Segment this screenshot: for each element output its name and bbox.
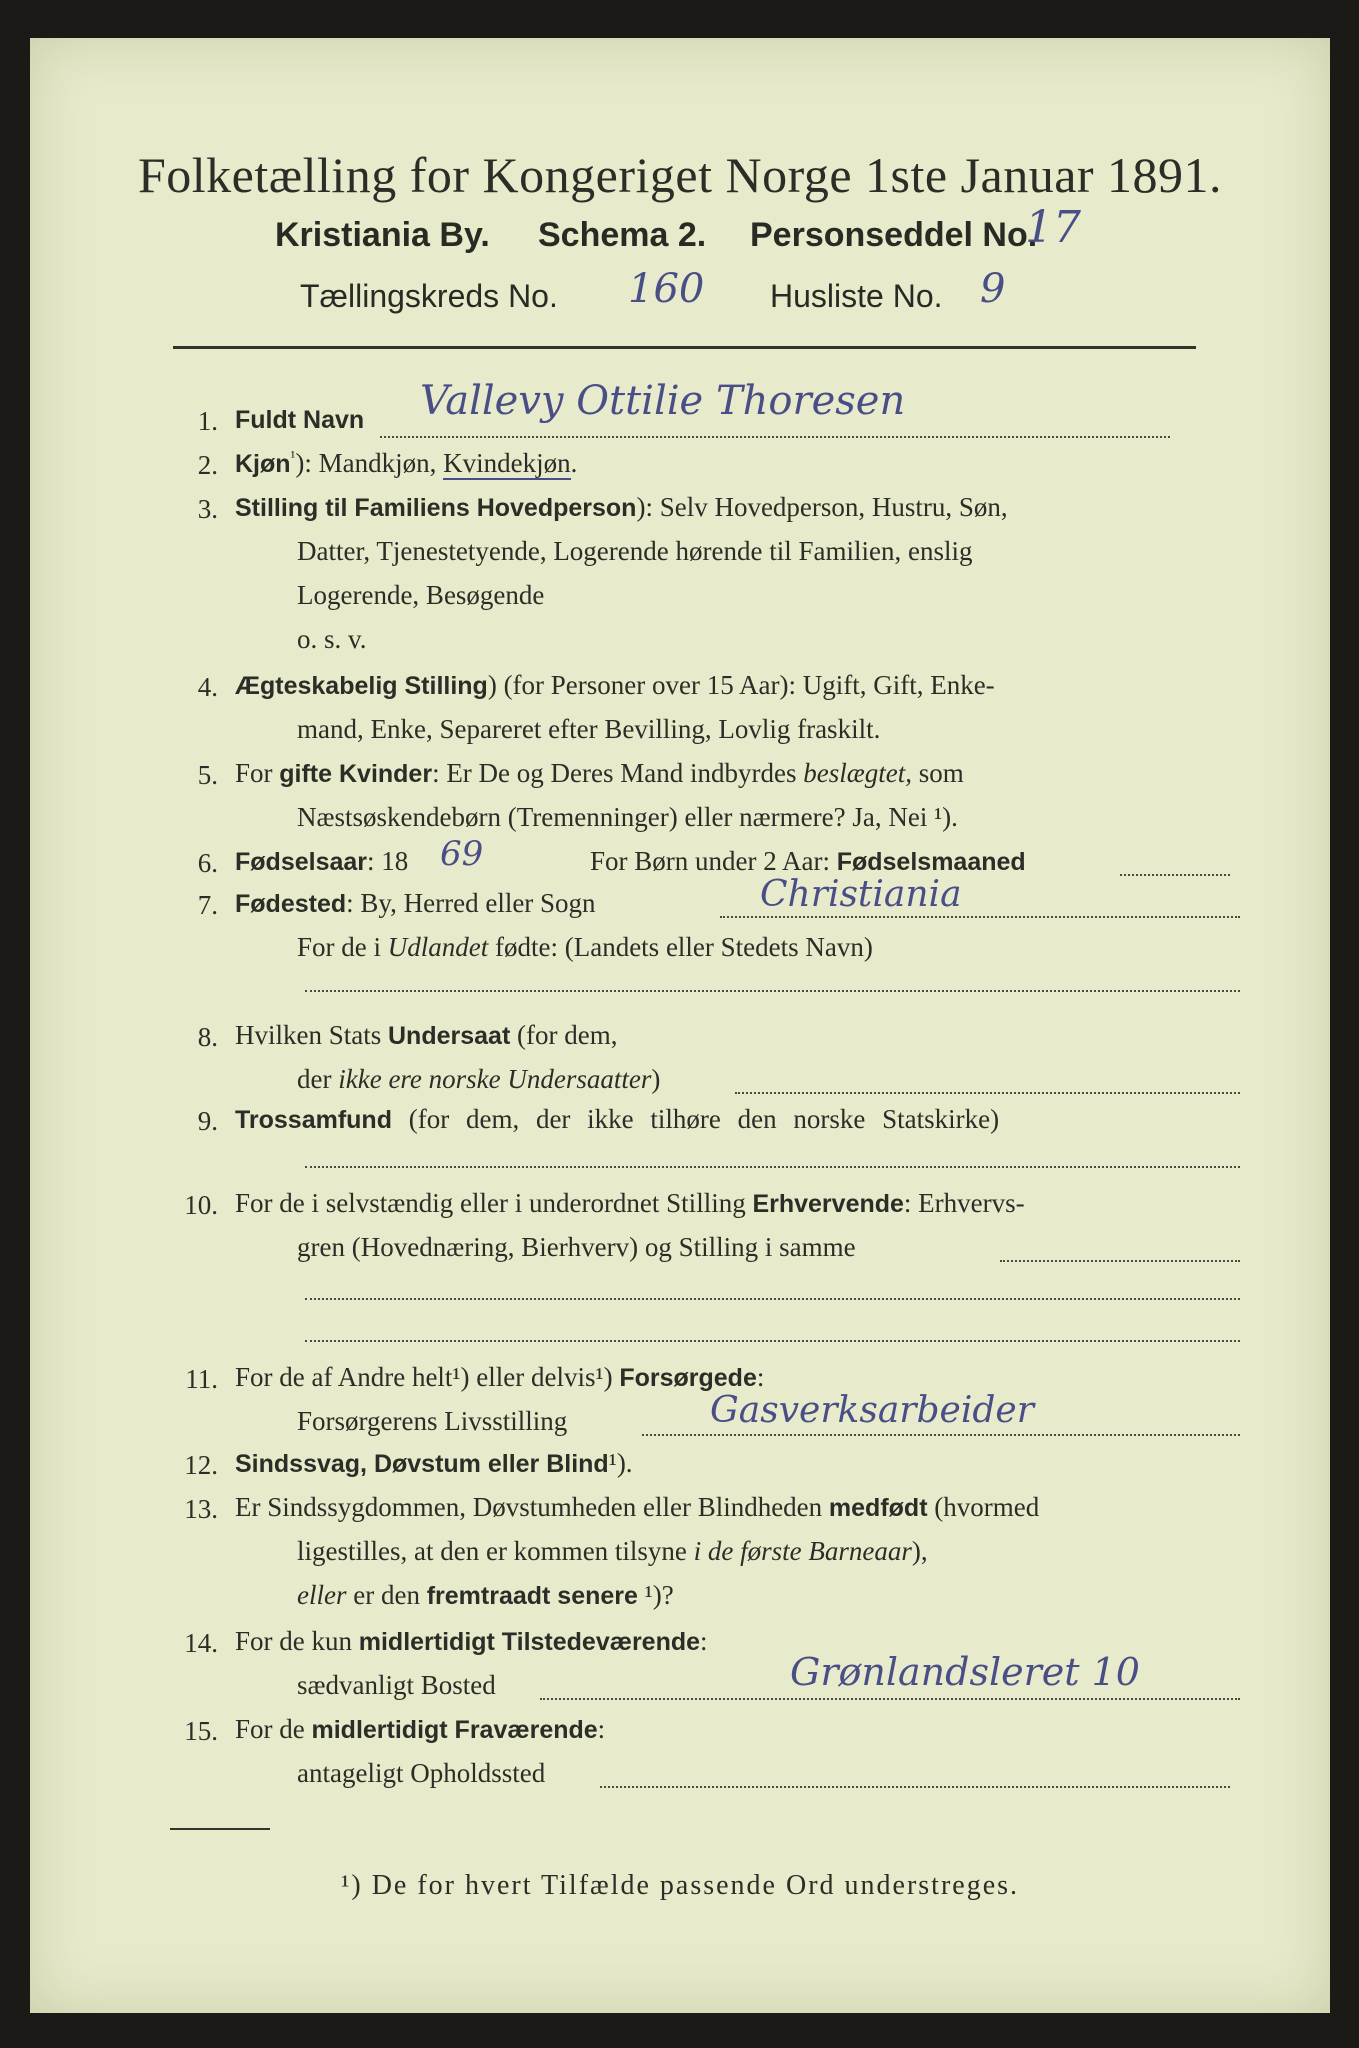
q10-number: 10. (184, 1190, 218, 1220)
q15-fravaerende: midlertidigt Fraværende (311, 1716, 598, 1744)
personseddel-label: Personseddel No. (750, 216, 1038, 254)
q13-line3-d: ¹)? (637, 1580, 674, 1610)
q7-dotted-line-2 (305, 990, 1240, 992)
q3-line2: Datter, Tjenestetyende, Logerende hørende til Familien, enslig (297, 536, 973, 566)
q2-sup: ¹ (290, 449, 296, 466)
q2-text-a: ): Mandkjøn, (295, 448, 444, 478)
q9-number: 9. (197, 1106, 218, 1136)
q2-number: 2. (197, 450, 218, 480)
q8-line2 (297, 1064, 660, 1095)
q9-dotted-line (305, 1166, 1240, 1168)
q3-line4: o. s. v. (297, 624, 367, 654)
q4-line1 (235, 670, 995, 701)
q5-text-e: som (911, 758, 964, 788)
q14-line2: sædvanligt Bosted (297, 1670, 496, 1700)
q3-line3: Logerende, Besøgende (297, 580, 545, 610)
q5-line2: Næstsøskendebørn (Tremenninger) eller nærmere? Ja, Nei ¹). (297, 802, 958, 832)
q8-dotted-line (735, 1092, 1240, 1094)
form-title: Folketælling for Kongeriget Norge 1ste Januar 1891. (137, 147, 1223, 203)
footnote: ¹) De for hvert Tilfælde passende Ord understreges. (340, 1870, 1020, 1901)
q6-rest-a: For Børn under 2 Aar: (590, 846, 837, 876)
q13-line2-a: ligestilles, at den er kommen tilsyne (297, 1536, 694, 1566)
q13-eller: eller (297, 1580, 347, 1610)
city-label: Kristiania By. (275, 216, 490, 254)
q15-text-a: For de (235, 1714, 312, 1744)
q14-answer: Grønlandsleret 10 (790, 1650, 1140, 1694)
q8-line2-a: der (297, 1064, 339, 1094)
q7-udlandet: Udlandet (387, 932, 489, 962)
q15-line1 (235, 1714, 605, 1745)
q9-line (235, 1104, 999, 1135)
q7-line2-c: fødte: (Landets eller Stedets Navn) (488, 932, 873, 962)
q8-line1 (235, 1020, 617, 1051)
q11-number: 11. (185, 1364, 218, 1394)
q5-text-c: : Er De og Deres Mand indbyrdes (432, 758, 804, 788)
q7-dotted-line (720, 916, 1240, 918)
q15-number: 15. (184, 1716, 218, 1746)
q3-line1 (235, 492, 1008, 523)
q11-answer: Gasverksarbeider (710, 1390, 1034, 1431)
q1-number: 1. (197, 406, 218, 436)
header-rule (173, 346, 1196, 349)
q10-line2: gren (Hovednæring, Bierhverv) og Stilling i samme (297, 1232, 856, 1262)
footnote-rule (170, 1828, 270, 1830)
q10-dotted-line-2 (305, 1298, 1240, 1300)
census-form (30, 38, 1330, 2013)
q13-barneaar: i de første Barneaar (693, 1536, 912, 1566)
q13-line3 (297, 1580, 674, 1611)
q5-text-a: For (235, 758, 280, 788)
q12-number: 12. (184, 1450, 218, 1480)
q5-gifte-kvinder: gifte Kvinder (279, 760, 433, 788)
q7-line1 (235, 888, 596, 919)
q14-text-c: : (700, 1626, 708, 1656)
q6-number: 6. (197, 848, 218, 878)
q8-line2-c: ) (651, 1064, 661, 1094)
q8-text-a: Hvilken Stats (235, 1020, 388, 1050)
q13-line2 (297, 1536, 928, 1567)
kreds-label: Tællingskreds No. (300, 278, 558, 314)
q2-line (235, 448, 577, 479)
q10-erhvervende: Erhvervende (752, 1190, 904, 1218)
q13-fremtraadt: fremtraadt senere (426, 1582, 638, 1610)
q14-text-a: For de kun (235, 1626, 359, 1656)
q12-line (235, 1448, 633, 1479)
q1-dotted-line (380, 436, 1170, 438)
q11-dotted-line (642, 1434, 1240, 1436)
q8-text-c: (for dem, (510, 1020, 618, 1050)
q3-label: Stilling til Familiens Hovedperson (235, 494, 637, 522)
q6-dotted-line (1120, 874, 1230, 876)
q4-line2: mand, Enke, Separeret efter Bevilling, Lovlig fraskilt. (297, 714, 881, 744)
personseddel-value: 17 (1025, 202, 1081, 253)
q7-label: Fødested (235, 890, 347, 918)
q11-text-c: : (756, 1362, 765, 1392)
q12-label: Sindssvag, Døvstum eller Blind (235, 1450, 609, 1478)
q14-dotted-line (540, 1698, 1240, 1700)
q13-line3-b: er den (346, 1580, 427, 1610)
q1-label: Fuldt Navn (235, 406, 365, 434)
q9-label: Trossamfund (235, 1106, 392, 1134)
q10-line1 (235, 1188, 1025, 1219)
schema-label: Schema 2. (538, 216, 707, 254)
q7-line2-a: For de i (297, 932, 388, 962)
q3-number: 3. (197, 494, 218, 524)
q7-rest: : By, Herred eller Sogn (346, 888, 596, 918)
kreds-value: 160 (628, 266, 705, 312)
q2-label: Kjøn (235, 450, 291, 478)
q9-rest: (for dem, der ikke tilhøre den norske Statskirke) (408, 1104, 1000, 1134)
q10-dotted-line-3 (305, 1340, 1240, 1342)
husliste-label: Husliste No. (770, 278, 943, 314)
q6-prefix: : 18 (367, 846, 409, 876)
q11-forsorgede: Forsørgede (619, 1364, 757, 1392)
q13-text-a: Er Sindssygdommen, Døvstumheden eller Blindheden (235, 1492, 829, 1522)
q6-year: 69 (440, 834, 484, 874)
q13-line1 (235, 1492, 1039, 1523)
q7-line2 (297, 932, 873, 963)
q13-text-c: (hvormed (927, 1492, 1040, 1522)
q13-number: 13. (184, 1494, 218, 1524)
q6-rest (590, 846, 1026, 877)
q8-ikke-norske: ikke ere norske Undersaatter (338, 1064, 652, 1094)
q3-line1-rest: ): Selv Hovedperson, Hustru, Søn, (636, 492, 1008, 522)
q4-label: Ægteskabelig Stilling (235, 672, 488, 700)
q5-beslaegtet: beslægtet, (803, 758, 912, 788)
q13-medfodt: medfødt (828, 1494, 928, 1522)
q7-number: 7. (197, 890, 218, 920)
q7-answer: Christiania (760, 874, 962, 915)
q6-line (235, 846, 408, 877)
q14-line1 (235, 1626, 708, 1657)
q13-line2-c: ), (911, 1536, 928, 1566)
q8-number: 8. (197, 1022, 218, 1052)
q11-line1 (235, 1362, 764, 1393)
q5-line1 (235, 758, 964, 789)
q11-line2: Forsørgerens Livsstilling (297, 1406, 568, 1436)
q11-text-a: For de af Andre helt¹) eller delvis¹) (235, 1362, 620, 1392)
q5-number: 5. (197, 760, 218, 790)
q2-kvindekjon: Kvindekjøn (443, 448, 571, 478)
q1-answer: Vallevy Ottilie Thoresen (420, 378, 906, 424)
q2-text-c: . (570, 448, 578, 478)
q14-tilstedevaerende: midlertidigt Tilstedeværende (358, 1628, 701, 1656)
q6-fodselsmaaned: Fødselsmaaned (836, 848, 1026, 876)
q8-undersaat: Undersaat (388, 1022, 511, 1050)
q10-text-a: For de i selvstændig eller i underordnet Stilling (235, 1188, 753, 1218)
q12-rest: ¹). (608, 1448, 633, 1478)
q10-dotted-line (1000, 1260, 1240, 1262)
q6-label: Fødselsaar (235, 848, 368, 876)
q10-text-c: : Erhvervs- (903, 1188, 1025, 1218)
q15-dotted-line (600, 1786, 1230, 1788)
q15-text-c: : (597, 1714, 606, 1744)
q4-line1-rest: ) (for Personer over 15 Aar): Ugift, Gift, Enke- (487, 670, 995, 700)
husliste-value: 9 (980, 266, 1006, 312)
q14-number: 14. (184, 1628, 218, 1658)
q4-number: 4. (197, 672, 218, 702)
q15-line2: antageligt Opholdssted (297, 1758, 546, 1788)
